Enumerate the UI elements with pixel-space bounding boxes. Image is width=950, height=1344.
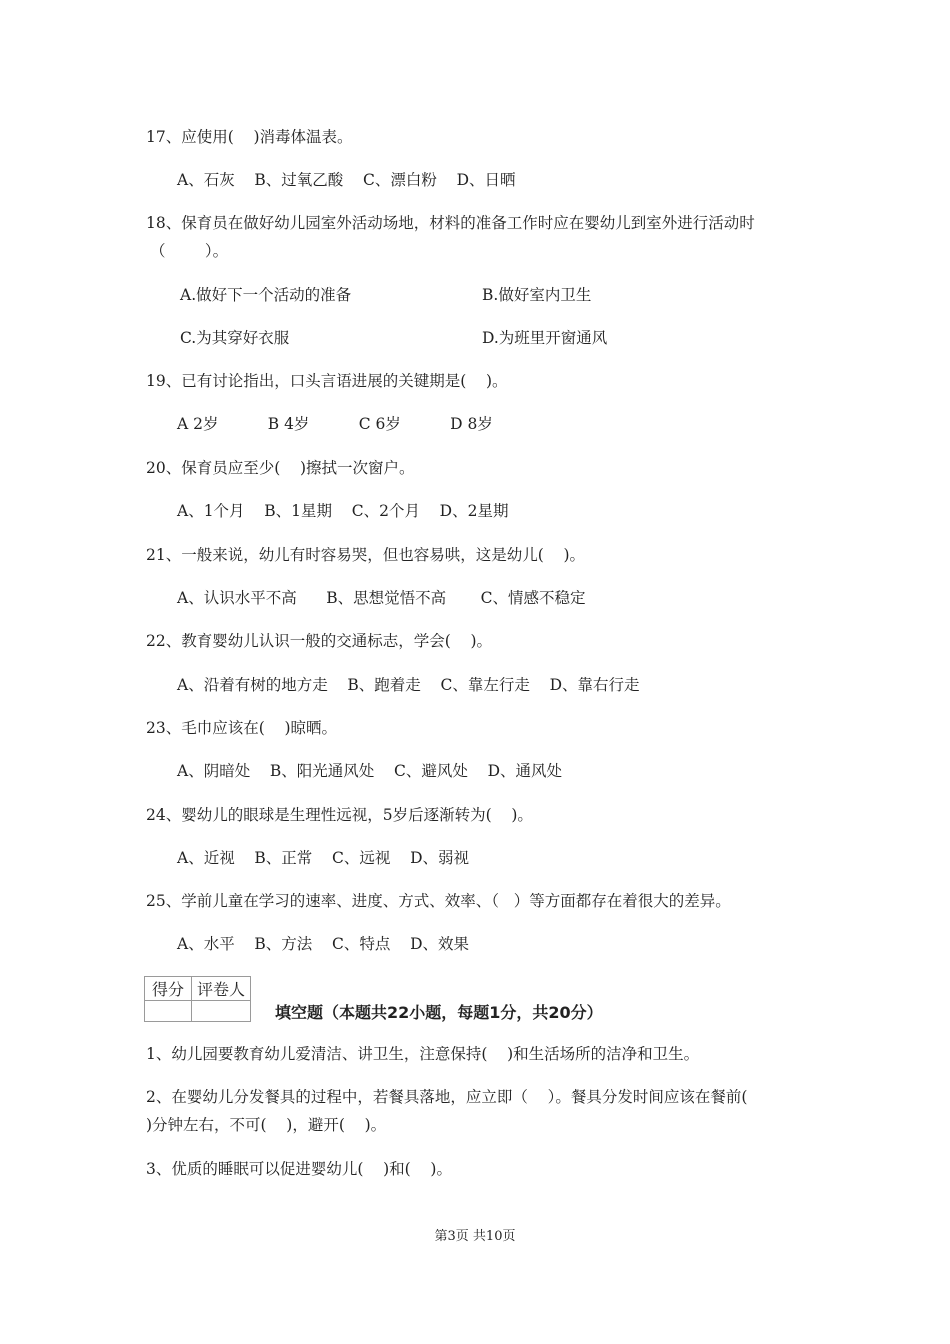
question-17-options: A、石灰 B、过氧乙酸 C、漂白粉 D、日晒 [177, 171, 516, 189]
question-23-stem: 23、毛巾应该在( )晾晒。 [146, 719, 338, 737]
question-19-stem: 19、已有讨论指出，口头言语进展的关键期是( )。 [146, 372, 508, 390]
question-18-option-c: C.为其穿好衣服 [180, 329, 290, 347]
question-24-options: A、近视 B、正常 C、远视 D、弱视 [177, 849, 469, 867]
score-cell [145, 1001, 192, 1022]
question-18-stem-cont: （ ）。 [150, 242, 229, 260]
fill-blank-2-cont: )分钟左右，不可( )，避开( )。 [146, 1116, 387, 1134]
question-18-option-d: D.为班里开窗通风 [482, 329, 608, 347]
fill-blank-2: 2、在婴幼儿分发餐具的过程中，若餐具落地，应立即（ ）。餐具分发时间应该在餐前( [146, 1088, 748, 1106]
score-label: 得分 [145, 977, 192, 1001]
page-footer: 第3页 共10页 [434, 1229, 516, 1244]
question-25-stem: 25、学前儿童在学习的速率、进度、方式、效率、（ ）等方面都存在着很大的差异。 [146, 892, 731, 910]
score-box [144, 976, 251, 1022]
fill-blank-1: 1、幼儿园要教育幼儿爱清洁、讲卫生，注意保持( )和生活场所的洁净和卫生。 [146, 1045, 700, 1063]
grader-cell [192, 1001, 251, 1022]
section-title: 填空题（本题共22小题，每题1分，共20分） [275, 1003, 603, 1022]
question-24-stem: 24、婴幼儿的眼球是生理性远视，5岁后逐渐转为( )。 [146, 806, 533, 824]
question-18-option-b: B.做好室内卫生 [482, 286, 592, 304]
question-18-option-a: A.做好下一个活动的准备 [180, 286, 352, 304]
question-17-stem: 17、应使用( )消毒体温表。 [146, 128, 353, 146]
fill-blank-3: 3、优质的睡眠可以促进婴幼儿( )和( )。 [146, 1160, 452, 1178]
question-23-options: A、阴暗处 B、阳光通风处 C、避风处 D、通风处 [177, 762, 562, 780]
grader-label: 评卷人 [192, 977, 251, 1001]
question-20-options: A、1个月 B、1星期 C、2个月 D、2星期 [177, 502, 509, 520]
question-19-options: A 2岁 B 4岁 C 6岁 D 8岁 [177, 415, 493, 433]
question-22-stem: 22、教育婴幼儿认识一般的交通标志，学会( )。 [146, 632, 493, 650]
question-21-stem: 21、一般来说，幼儿有时容易哭，但也容易哄，这是幼儿( )。 [146, 546, 586, 564]
question-21-options: A、认识水平不高 B、思想觉悟不高 C、情感不稳定 [177, 589, 586, 607]
question-22-options: A、沿着有树的地方走 B、跑着走 C、靠左行走 D、靠右行走 [177, 676, 640, 694]
question-25-options: A、水平 B、方法 C、特点 D、效果 [177, 935, 469, 953]
question-18-stem: 18、保育员在做好幼儿园室外活动场地，材料的准备工作时应在婴幼儿到室外进行活动时 [146, 214, 755, 232]
question-20-stem: 20、保育员应至少( )擦拭一次窗户。 [146, 459, 415, 477]
